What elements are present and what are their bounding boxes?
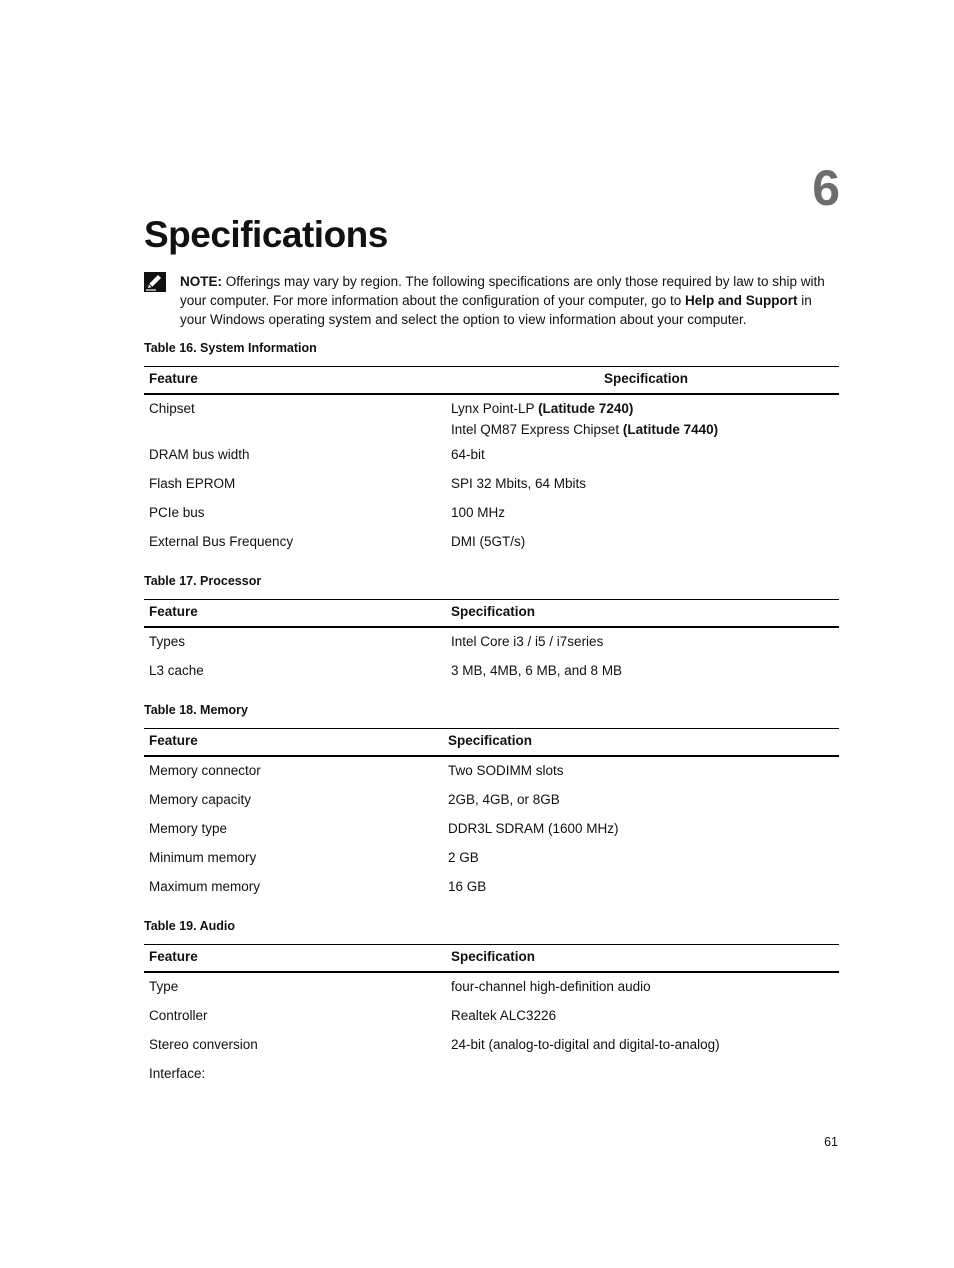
spec-cell: SPI 32 Mbits, 64 Mbits — [451, 476, 587, 491]
header-specification: Specification — [604, 371, 689, 386]
feature-cell: DRAM bus width — [149, 447, 250, 462]
note-text — [180, 272, 840, 329]
feature-cell: Type — [149, 979, 179, 994]
spec-cell: 2GB, 4GB, or 8GB — [448, 792, 560, 807]
feature-cell: Memory capacity — [149, 792, 252, 807]
feature-cell: Stereo conversion — [149, 1037, 258, 1052]
feature-cell: External Bus Frequency — [149, 534, 294, 549]
table-caption-processor: Table 17. Processor — [144, 574, 262, 588]
table-header — [144, 599, 839, 628]
spec-line: Lynx Point-LP (Latitude 7240) — [451, 401, 634, 416]
feature-cell: Memory type — [149, 821, 228, 836]
feature-cell: L3 cache — [149, 663, 204, 678]
table-row — [144, 815, 839, 844]
note-body-2: in your Windows operating system and select the option to view information about your computer. — [180, 293, 812, 327]
table-row — [144, 470, 839, 499]
table-caption-memory: Table 18. Memory — [144, 703, 248, 717]
spec-cell: 64-bit — [451, 447, 485, 462]
header-specification: Specification — [448, 733, 533, 748]
spec-cell: Realtek ALC3226 — [451, 1008, 557, 1023]
header-feature: Feature — [149, 604, 198, 619]
feature-cell: Chipset — [149, 401, 195, 416]
feature-cell: Memory connector — [149, 763, 261, 778]
header-feature: Feature — [149, 733, 198, 748]
header-feature: Feature — [149, 371, 198, 386]
note-label: NOTE: — [180, 274, 222, 289]
table-row — [144, 1002, 839, 1031]
table-row — [144, 973, 839, 1002]
table-row — [144, 657, 839, 686]
feature-cell: Flash EPROM — [149, 476, 236, 491]
table-header — [144, 944, 839, 973]
spec-cell: Intel Core i3 / i5 / i7series — [451, 634, 604, 649]
feature-cell: Types — [149, 634, 186, 649]
table-row — [144, 395, 839, 441]
feature-cell: Controller — [149, 1008, 208, 1023]
pencil-note-icon — [144, 272, 166, 292]
page-number: 61 — [824, 1135, 838, 1149]
spec-cell: Two SODIMM slots — [448, 763, 564, 778]
table-row — [144, 873, 839, 902]
table-audio — [144, 944, 839, 1089]
table-header — [144, 366, 839, 395]
table-caption-audio: Table 19. Audio — [144, 919, 235, 933]
spec-line: Intel QM87 Express Chipset (Latitude 7440) — [451, 422, 719, 437]
feature-cell: Minimum memory — [149, 850, 257, 865]
feature-cell: PCIe bus — [149, 505, 205, 520]
table-row — [144, 786, 839, 815]
header-feature: Feature — [149, 949, 198, 964]
spec-cell: 2 GB — [448, 850, 479, 865]
table-row — [144, 844, 839, 873]
table-system-information — [144, 366, 839, 557]
spec-cell — [451, 398, 718, 440]
spec-cell: 100 MHz — [451, 505, 506, 520]
spec-cell: DDR3L SDRAM (1600 MHz) — [448, 821, 619, 836]
spec-cell: four-channel high-definition audio — [451, 979, 651, 994]
help-and-support-link: Help and Support — [685, 293, 798, 308]
table-row — [144, 441, 839, 470]
table-row — [144, 628, 839, 657]
table-header — [144, 728, 839, 757]
feature-cell: Maximum memory — [149, 879, 261, 894]
table-caption-system: Table 16. System Information — [144, 341, 317, 355]
spec-cell: 3 MB, 4MB, 6 MB, and 8 MB — [451, 663, 623, 678]
table-memory — [144, 728, 839, 902]
table-row — [144, 1031, 839, 1060]
header-specification: Specification — [451, 949, 536, 964]
feature-cell: Interface: — [149, 1066, 206, 1081]
page-title: Specifications — [144, 214, 388, 255]
spec-cell: 24-bit (analog-to-digital and digital-to-analog) — [451, 1037, 720, 1052]
spec-cell: DMI (5GT/s) — [451, 534, 526, 549]
table-row — [144, 757, 839, 786]
table-processor — [144, 599, 839, 686]
table-row — [144, 528, 839, 557]
spec-cell: 16 GB — [448, 879, 487, 894]
note-body-1: Offerings may vary by region. The following specifications are only those required by law to ship with your computer. For more information about the configuration of your computer, go to — [180, 274, 825, 308]
table-row — [144, 499, 839, 528]
chapter-number: 6 — [812, 160, 840, 216]
table-row — [144, 1060, 839, 1089]
header-specification: Specification — [451, 604, 536, 619]
